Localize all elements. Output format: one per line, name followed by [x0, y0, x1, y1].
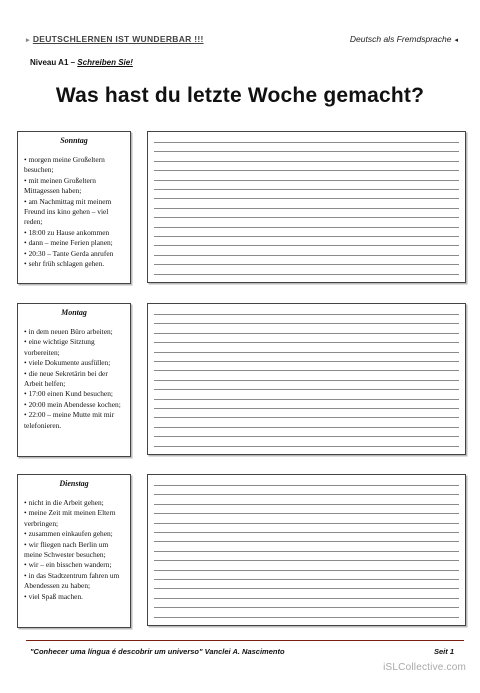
activity-text: 17:00 einen Kund besuchen; — [28, 389, 113, 399]
activity-text: meine Zeit mit meinen Eltern verbringen; — [24, 508, 116, 528]
bullet-icon: • — [24, 368, 27, 378]
writing-line — [154, 541, 459, 542]
footer-quote: "Conhecer uma língua é descobrir um universo" Vanclei A. Nascimento — [30, 647, 285, 656]
list-item — [24, 197, 126, 228]
list-item — [24, 400, 126, 410]
writing-line — [154, 617, 459, 618]
bullet-icon: • — [24, 175, 27, 185]
writing-line — [154, 494, 459, 495]
activity-text: 20:30 – Tante Gerda anrufen — [28, 248, 114, 258]
activity-text: mit meinen Großeltern Mittagessen haben; — [24, 175, 96, 196]
arrow-right-icon: ▸ — [26, 37, 30, 44]
activity-text: dann – meine Ferien planen; — [28, 238, 113, 248]
activity-text: die neue Sekretärin bei der Arbeit helfen; — [24, 368, 108, 389]
list-item — [24, 155, 126, 176]
bullet-icon: • — [24, 248, 27, 258]
writing-line — [154, 264, 459, 265]
task-label: Schreiben Sie! — [77, 58, 133, 67]
bullet-icon: • — [24, 591, 27, 601]
activity-text: viele Dokumente ausfüllen; — [28, 358, 111, 368]
bullet-icon: • — [24, 498, 27, 507]
writing-area-dienstag[interactable] — [147, 474, 466, 626]
writing-line — [154, 255, 459, 256]
activity-text: 18:00 zu Hause ankommen — [28, 227, 110, 237]
writing-line — [154, 504, 459, 505]
writing-line — [154, 151, 459, 152]
writing-line — [154, 551, 459, 552]
list-item — [24, 592, 126, 602]
writing-line — [154, 245, 459, 246]
writing-line — [154, 408, 459, 409]
bullet-icon: • — [24, 539, 27, 549]
writing-line — [154, 446, 459, 447]
writing-line — [154, 161, 459, 162]
activity-text: am Nachmittag mit meinem Freund ins kino gehen – viel reden; — [24, 196, 112, 227]
writing-line — [154, 380, 459, 381]
header-title — [26, 34, 204, 44]
writing-line — [154, 333, 459, 334]
writing-line — [154, 189, 459, 190]
writing-line — [154, 588, 459, 589]
list-item — [24, 369, 126, 390]
writing-line — [154, 274, 459, 275]
activity-list — [18, 155, 130, 269]
list-item — [24, 176, 126, 197]
list-item — [24, 508, 126, 529]
writing-line — [154, 342, 459, 343]
activity-text: in das Stadtzentrum fahren um Abendessen zu haben; — [24, 570, 120, 591]
list-item — [24, 358, 126, 368]
writing-line — [154, 579, 459, 580]
writing-line — [154, 607, 459, 608]
bullet-icon: • — [24, 238, 27, 248]
footer-divider — [26, 640, 464, 641]
writing-line — [154, 323, 459, 324]
list-item — [24, 498, 126, 508]
activity-text: wir – ein bisschen wandern; — [28, 560, 112, 570]
header-subject — [350, 34, 458, 44]
bullet-icon: • — [24, 155, 27, 164]
bullet-icon: • — [24, 560, 27, 570]
writing-line — [154, 227, 459, 228]
list-item — [24, 540, 126, 561]
day-title: Dienstag — [59, 479, 89, 488]
writing-line — [154, 570, 459, 571]
bullet-icon: • — [24, 399, 27, 409]
page-title: Was hast du letzte Woche gemacht? — [55, 84, 425, 107]
writing-area-montag[interactable] — [147, 303, 466, 455]
bullet-icon: • — [24, 570, 27, 580]
watermark: iSLCollective.com — [383, 662, 466, 673]
bullet-icon: • — [24, 529, 27, 539]
writing-line — [154, 598, 459, 599]
activity-text: viel Spaß machen. — [28, 591, 83, 601]
writing-line — [154, 436, 459, 437]
list-item — [24, 529, 126, 539]
bullet-icon: • — [24, 227, 27, 237]
bullet-icon: • — [24, 508, 27, 518]
list-item — [24, 389, 126, 399]
writing-area-sonntag[interactable] — [147, 131, 466, 283]
header — [26, 34, 458, 48]
list-item — [24, 238, 126, 248]
activity-text: sehr früh schlagen gehen. — [28, 259, 105, 269]
activity-list — [18, 498, 130, 602]
writing-line — [154, 427, 459, 428]
writing-line — [154, 560, 459, 561]
list-item — [24, 259, 126, 269]
writing-line — [154, 417, 459, 418]
activity-list — [18, 327, 130, 431]
activity-text: zusammen einkaufen gehen; — [28, 529, 113, 539]
writing-line — [154, 314, 459, 315]
activity-text: wir fliegen nach Berlin um meine Schwester besuchen; — [24, 539, 109, 560]
writing-line — [154, 236, 459, 237]
day-box-dienstag — [17, 474, 131, 628]
writing-line — [154, 513, 459, 514]
activity-text: in dem neuen Büro arbeiten; — [28, 327, 113, 336]
writing-line — [154, 370, 459, 371]
writing-line — [154, 217, 459, 218]
activity-text: 22:00 – meine Mutte mit mir telefonieren. — [24, 410, 115, 430]
day-box-montag — [17, 303, 131, 457]
header-title-text: DEUTSCHLERNEN IST WUNDERBAR !!! — [32, 34, 204, 44]
list-item — [24, 249, 126, 259]
bullet-icon: • — [24, 337, 27, 347]
bullet-icon: • — [24, 410, 27, 420]
list-item — [24, 571, 126, 592]
writing-line — [154, 170, 459, 171]
activity-text: morgen meine Großeltern besuchen; — [24, 155, 105, 175]
writing-line — [154, 389, 459, 390]
writing-line — [154, 485, 459, 486]
list-item — [24, 327, 126, 337]
header-subject-text: Deutsch als Fremdsprache — [349, 34, 452, 44]
activity-text: 20:00 mein Abendesse kochen; — [28, 399, 121, 409]
list-item — [24, 337, 126, 358]
list-item — [24, 228, 126, 238]
writing-line — [154, 361, 459, 362]
activity-text: eine wichtige Sitztung vorbereiten; — [24, 337, 95, 357]
writing-line — [154, 142, 459, 143]
writing-line — [154, 399, 459, 400]
writing-line — [154, 180, 459, 181]
writing-line — [154, 208, 459, 209]
writing-line — [154, 198, 459, 199]
level-line — [30, 58, 133, 67]
bullet-icon: • — [24, 196, 27, 206]
writing-line — [154, 352, 459, 353]
bullet-icon: • — [24, 327, 27, 336]
level-label: Niveau A1 – — [30, 58, 76, 67]
day-title: Sonntag — [60, 136, 88, 145]
activity-text: nicht in die Arbeit gehen; — [28, 498, 104, 507]
arrow-left-icon: ◂ — [454, 37, 458, 44]
list-item — [24, 410, 126, 431]
writing-line — [154, 532, 459, 533]
bullet-icon: • — [24, 259, 27, 269]
day-box-sonntag — [17, 131, 131, 284]
bullet-icon: • — [24, 358, 27, 368]
writing-line — [154, 523, 459, 524]
bullet-icon: • — [24, 389, 27, 399]
page-number: Seit 1 — [433, 647, 454, 656]
day-title: Montag — [61, 308, 87, 317]
list-item — [24, 560, 126, 570]
